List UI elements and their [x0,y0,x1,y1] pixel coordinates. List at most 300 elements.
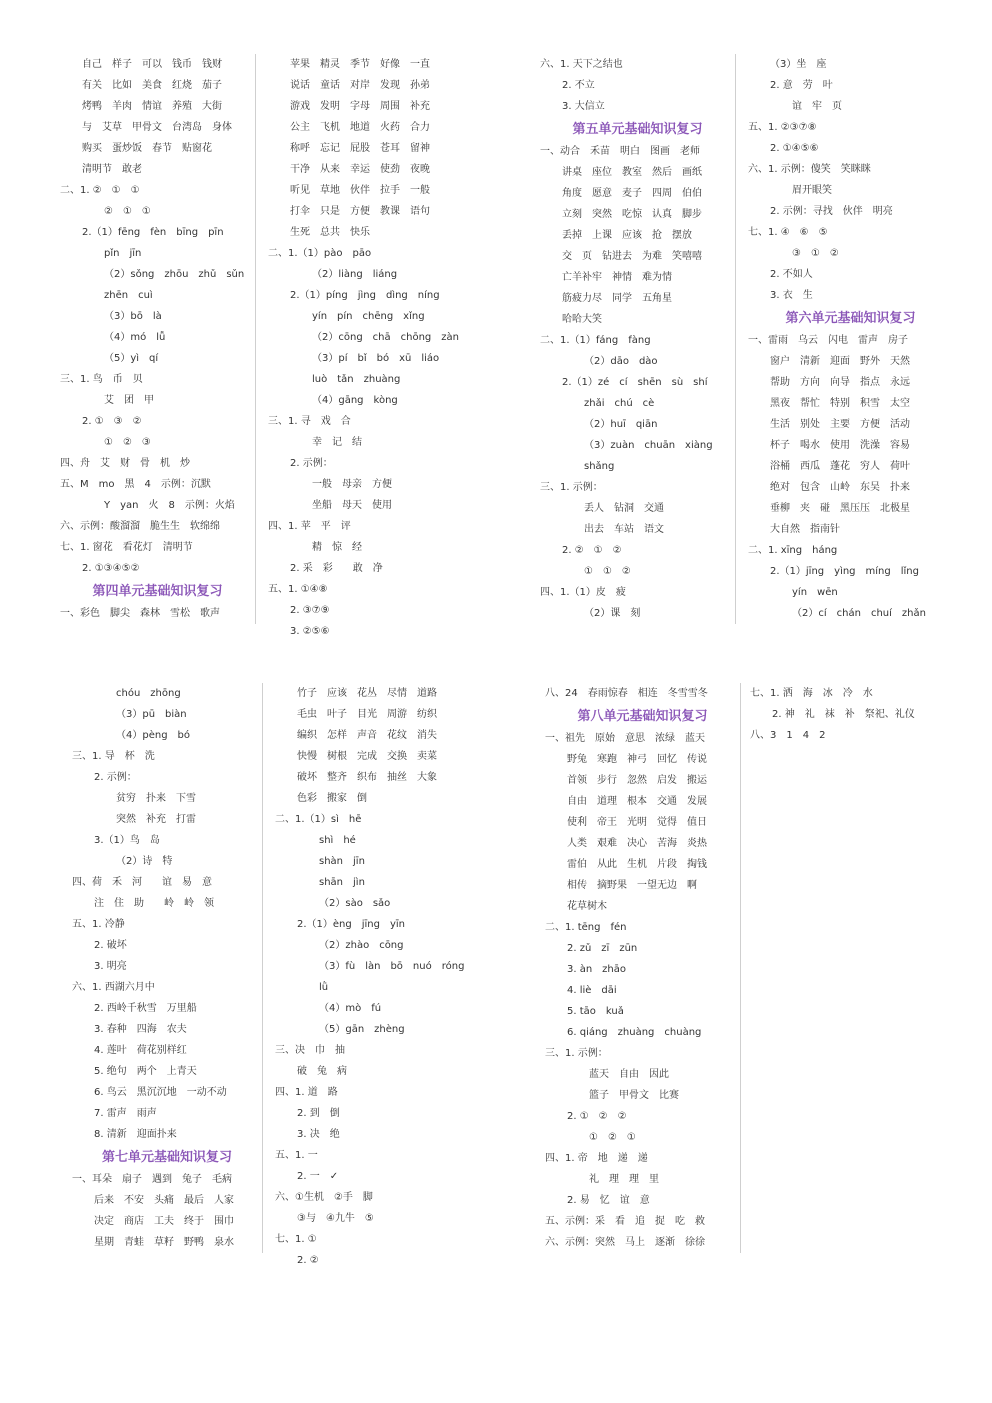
bottom-left-panel-column-2 [275,683,475,1271]
answer-text: 篮子 甲骨文 比赛 [589,1090,679,1101]
section-heading-text: 第四单元基础知识复习 [92,583,223,599]
answer-text: 3. 衣 生 [770,290,813,301]
answer-line [60,603,255,624]
answer-line [268,117,468,138]
answer-text: 色彩 搬家 倒 [297,793,367,804]
answer-line [60,516,255,537]
answer-line [72,893,262,914]
answer-line [275,1145,475,1166]
answer-text: chóu zhōng [116,688,181,699]
answer-text: zhǎi chú cè [584,398,655,409]
answer-text: 2. ② ① ② [562,545,622,556]
answer-line [268,285,468,306]
answer-line [748,477,953,498]
answer-line [545,812,740,833]
answer-text: yín wēn [792,587,838,598]
answer-line [275,1082,475,1103]
answer-line [540,267,735,288]
answer-line [60,411,255,432]
answer-text: 六、1. 天下之结也 [540,59,623,70]
answer-line [540,288,735,309]
answer-text: luò tǎn zhuàng [312,374,401,385]
answer-line [60,369,255,390]
answer-text: 花草树木 [567,901,607,912]
answer-text: 5. 绝句 两个 上青天 [94,1066,197,1077]
answer-text: 一、耳朵 扇子 遇到 兔子 毛病 [72,1174,232,1185]
answer-text: 人类 艰难 决心 苦海 炎热 [567,838,707,849]
answer-text: 筋疲力尽 同学 五角星 [562,293,672,304]
section-heading [60,579,255,603]
answer-line [268,369,468,390]
answer-text: 五、M mo 黑 4 示例：沉默 [60,479,211,490]
answer-line [275,1250,475,1271]
answer-line [72,704,262,725]
answer-text: 二、1. ② ① ① [60,185,140,196]
answer-text: 六、1. 西湖六月中 [72,982,155,993]
answer-text: 五、1. 冷静 [72,919,125,930]
answer-line [540,330,735,351]
answer-text: ① ② ③ [104,437,151,448]
answer-text: 2.（1）èng jīng yīn [297,919,406,930]
section-heading [545,704,740,728]
answer-text: 2.（1）zé cí shēn sù shí [562,377,708,388]
answer-line [268,201,468,222]
answer-line [545,728,740,749]
answer-text: 2. 西岭千秋雪 万里船 [94,1003,197,1014]
answer-line [72,1190,262,1211]
answer-line [748,180,953,201]
answer-line [545,959,740,980]
answer-text: 3. àn zhāo [567,964,627,975]
answer-text: 二、1. xīng háng [748,545,838,556]
answer-line [268,453,468,474]
answer-line [268,495,468,516]
answer-text: 3. 决 绝 [297,1129,340,1140]
answer-line [545,1022,740,1043]
answer-text: 一般 母亲 方便 [312,479,392,490]
answer-text: 四、舟 艾 财 骨 机 炒 [60,458,190,469]
answer-text: 4. 莲叶 荷花别样红 [94,1045,187,1056]
bottom-left-panel-column-1 [72,683,263,1253]
answer-line [275,767,475,788]
answer-text: 一、彩色 脚尖 森林 雪松 歌声 [60,608,220,619]
answer-text: 五、示例：采 看 追 捉 吃 救 [545,1216,705,1227]
answer-text: 竹子 应该 花丛 尽情 道路 [297,688,437,699]
answer-text: 快慢 树根 完成 交换 卖菜 [297,751,437,762]
answer-text: 使利 帝王 光明 觉得 值日 [567,817,707,828]
answer-line [72,767,262,788]
answer-text: 破坏 整齐 织布 抽丝 大象 [297,772,437,783]
answer-line [60,159,255,180]
answer-line [540,519,735,540]
answer-line [540,75,735,96]
answer-line [748,222,953,243]
answer-line [72,725,262,746]
answer-text: （3）pū biàn [116,709,187,720]
answer-text: 2. ①④⑤⑥ [770,143,819,154]
answer-line [268,474,468,495]
answer-text: （2）sǒng zhōu zhǔ sǔn [104,269,245,280]
answer-text: 五、1. 一 [275,1150,318,1161]
answer-line [545,938,740,959]
answer-line [748,243,953,264]
answer-line [275,788,475,809]
answer-text: 2. ①③④⑤② [82,563,140,574]
answer-line [60,285,255,306]
answer-text: （5）gān zhèng [319,1024,405,1035]
answer-line [60,75,255,96]
answer-text: 一、雷雨 乌云 闪电 雷声 房子 [748,335,908,346]
answer-text: 2. 采 彩 敢 净 [290,563,383,574]
answer-line [72,1232,262,1253]
answer-text: 五、1. ②③⑦⑧ [748,122,817,133]
answer-text: （2）诗 特 [116,856,173,867]
answer-text: 6. qiáng zhuàng chuàng [567,1027,702,1038]
answer-text: 2. 不如人 [770,269,813,280]
answer-line [268,600,468,621]
answer-text: yín pín chēng xǐng [312,311,425,322]
answer-line [545,854,740,875]
answer-line [268,579,468,600]
answer-line [72,1019,262,1040]
answer-text: 说话 童话 对岸 发现 孙弟 [290,80,430,91]
answer-text: 5. tāo kuǎ [567,1006,624,1017]
answer-line [268,243,468,264]
answer-line [275,1124,475,1145]
answer-line [540,435,735,456]
answer-text: 决定 商店 工夫 终于 围巾 [94,1216,234,1227]
answer-line [60,390,255,411]
answer-text: 六、示例：酸溜溜 脆生生 软绵绵 [60,521,220,532]
answer-line [72,1124,262,1145]
answer-line [545,683,740,704]
answer-text: （4）mó lǚ [104,332,166,343]
answer-line [540,96,735,117]
answer-text: 七、1. ① [275,1234,317,1245]
answer-line [275,830,475,851]
answer-line [748,540,953,561]
answer-line [748,54,953,75]
answer-text: 杯子 喝水 使用 洗澡 容易 [770,440,910,451]
answer-text: 八、3 1 4 2 [750,730,826,741]
answer-text: （2）liàng liáng [312,269,398,280]
answer-text: 出去 车站 语文 [584,524,664,535]
answer-line [545,1085,740,1106]
answer-text: 三、决 巾 抽 [275,1045,345,1056]
answer-line [748,330,953,351]
answer-text: 编织 怎样 声音 花纹 消失 [297,730,437,741]
answer-line [60,96,255,117]
answer-line [60,264,255,285]
answer-text: 2. ① ② ② [567,1111,627,1122]
answer-text: 眉开眼笑 [792,185,832,196]
answer-text: 烤鸭 羊肉 情谊 养殖 大街 [82,101,222,112]
answer-line [748,159,953,180]
answer-text: 四、荷 禾 河 谊 易 意 [72,877,212,888]
answer-text: 八、24 春雨惊春 相连 冬雪雪冬 [545,688,708,699]
answer-text: 注 住 助 岭 岭 领 [94,898,214,909]
answer-text: 干净 从来 幸运 使劲 夜晚 [290,164,430,175]
answer-line [748,351,953,372]
answer-text: 雷伯 从此 生机 片段 掏钱 [567,859,707,870]
answer-line [748,117,953,138]
answer-text: 后来 不安 头痛 最后 人家 [94,1195,234,1206]
answer-line [748,414,953,435]
answer-line [60,474,255,495]
answer-line [60,537,255,558]
answer-line [72,746,262,767]
answer-line [545,1001,740,1022]
answer-line [268,264,468,285]
answer-text: 2. 不立 [562,80,595,91]
answer-text: （3）bō là [104,311,162,322]
answer-line [72,935,262,956]
answer-line [545,770,740,791]
answer-text: 突然 补充 打雷 [116,814,196,825]
answer-text: ① ② ① [589,1132,636,1143]
answer-text: 3.（1）鸟 岛 [94,835,160,846]
answer-text: 公主 飞机 地道 火药 合力 [290,122,430,133]
answer-text: （3）pí bǐ bó xū liáo [312,353,440,364]
answer-line [275,1208,475,1229]
answer-line [275,809,475,830]
answer-text: 2.（1）jīng yìng míng lǐng [770,566,919,577]
answer-line [60,348,255,369]
answer-text: （2）dāo dào [584,356,658,367]
answer-text: 2.（1）píng jìng dìng níng [290,290,440,301]
answer-line [545,1190,740,1211]
section-heading-text: 第六单元基础知识复习 [785,310,916,326]
answer-text: （2）课 刻 [584,608,641,619]
answer-text: 垂柳 夹 碰 黑压压 北极星 [770,503,910,514]
section-heading [540,117,735,141]
answer-text: 听见 草地 伙伴 拉手 一般 [290,185,430,196]
answer-line [60,243,255,264]
answer-text: 幸 记 结 [312,437,362,448]
answer-text: 角度 愿意 麦子 四周 伯伯 [562,188,702,199]
answer-text: 大自然 指南针 [770,524,840,535]
answer-text: 打伞 只是 方便 教课 语句 [290,206,430,217]
answer-text: shǎng [584,461,615,472]
answer-text: （4）mò fú [319,1003,382,1014]
answer-text: （3）zuàn chuān xiàng [584,440,713,451]
answer-text: 购买 蛋炒饭 春节 贴窗花 [82,143,212,154]
answer-line [72,1169,262,1190]
answer-text: 四、1. 帝 地 递 递 [545,1153,648,1164]
answer-line [540,540,735,561]
answer-text: 一、动合 禾苗 明白 图画 老师 [540,146,700,157]
answer-line [545,1211,740,1232]
answer-text: （5）yì qí [104,353,159,364]
answer-text: 2. ② [297,1255,319,1266]
answer-text: 三、1. 示例： [540,482,603,493]
answer-line [72,1061,262,1082]
answer-line [275,977,475,998]
answer-line [275,851,475,872]
answer-line [72,1082,262,1103]
answer-text: 2. 示例： [94,772,137,783]
answer-line [60,495,255,516]
answer-text: 三、1. 示例： [545,1048,608,1059]
answer-line [275,1061,475,1082]
answer-text: 坐船 母天 使用 [312,500,392,511]
answer-line [72,914,262,935]
answer-text: 称呼 忘记 屁股 苍耳 留神 [290,143,430,154]
answer-text: 哈哈大笑 [562,314,602,325]
answer-line [275,725,475,746]
answer-text: 2. 到 倒 [297,1108,340,1119]
section-heading [72,1145,262,1169]
answer-line [72,851,262,872]
answer-text: （2）huī qiān [584,419,658,430]
answer-line [540,477,735,498]
answer-text: 一、祖先 原始 意思 浓绿 蓝天 [545,733,705,744]
answer-line [268,306,468,327]
answer-text: 丢掉 上课 应该 抢 摆放 [562,230,692,241]
answer-text: 生死 总共 快乐 [290,227,370,238]
answer-line [60,327,255,348]
answer-text: 三、1. 导 杯 洗 [72,751,155,762]
answer-text: 三、1. 鸟 币 贝 [60,374,143,385]
answer-line [748,561,953,582]
answer-line [60,432,255,453]
answer-line [540,351,735,372]
answer-line [275,935,475,956]
answer-text: 交 页 钻进去 为难 笑嘻嘻 [562,251,702,262]
answer-text: 清明节 敢老 [82,164,142,175]
answer-text: pǐn jīn [104,248,142,259]
answer-line [545,1232,740,1253]
answer-text: 七、1. 窗花 看花灯 清明节 [60,542,193,553]
answer-line [545,791,740,812]
answer-line [72,809,262,830]
answer-line [540,393,735,414]
answer-text: 二、1. tēng fén [545,922,627,933]
answer-line [275,1019,475,1040]
answer-line [268,54,468,75]
answer-text: 8. 清新 迎面扑来 [94,1129,177,1140]
answer-line [275,872,475,893]
top-right-panel-column-1 [540,54,736,624]
answer-line [268,75,468,96]
answer-text: 立刻 突然 吃惊 认真 脚步 [562,209,702,220]
answer-line [748,372,953,393]
answer-text: （3）坐 座 [770,59,827,70]
answer-text: 2. ① ③ ② [82,416,142,427]
answer-line [275,893,475,914]
answer-text: ② ① ① [104,206,151,217]
answer-line [545,875,740,896]
answer-text: 3. ②⑤⑥ [290,626,330,637]
answer-line [268,390,468,411]
answer-line [748,456,953,477]
answer-line [540,141,735,162]
answer-line [268,537,468,558]
answer-text: 亡羊补牢 神情 难为情 [562,272,672,283]
answer-line [545,1127,740,1148]
answer-text: 帮助 方向 向导 指点 永远 [770,377,910,388]
answer-text: 2. 神 礼 袜 补 祭祀、礼仪 [772,709,915,720]
answer-line [545,749,740,770]
answer-line [748,582,953,603]
answer-text: 礼 理 理 里 [589,1174,659,1185]
answer-text: （3）fù làn bō nuó róng [319,961,465,972]
answer-line [540,498,735,519]
answer-line [72,683,262,704]
answer-text: lǜ [319,982,329,993]
answer-line [268,516,468,537]
answer-text: 6. 鸟云 黑沉沉地 一动不动 [94,1087,227,1098]
answer-text: 二、1.（1）fáng fàng [540,335,651,346]
answer-line [268,432,468,453]
answer-line [60,54,255,75]
answer-text: 2. 一 ✓ [297,1171,339,1182]
answer-text: 3. 明亮 [94,961,127,972]
answer-line [540,162,735,183]
section-heading-text: 第七单元基础知识复习 [101,1149,232,1165]
answer-text: 2. ③⑦⑨ [290,605,330,616]
answer-text: 四、1. 道 路 [275,1087,338,1098]
answer-text: 4. liè dāi [567,985,617,996]
section-heading-text: 第五单元基础知识复习 [572,121,703,137]
answer-text: 窗户 清新 迎面 野外 天然 [770,356,910,367]
section-heading [748,306,953,330]
answer-text: （4）gāng kòng [312,395,398,406]
answer-line [748,75,953,96]
answer-line [72,998,262,1019]
answer-text: ③ ① ② [792,248,839,259]
answer-text: zhēn cuì [104,290,153,301]
answer-line [268,138,468,159]
answer-text: （2）cōng chā chōng zàn [312,332,459,343]
top-right-panel-column-2 [748,54,953,624]
answer-line [545,1169,740,1190]
answer-text: 蓝天 自由 因此 [589,1069,669,1080]
answer-text: 精 惊 经 [312,542,362,553]
answer-line [275,1229,475,1250]
bottom-right-panel-column-2 [750,683,950,746]
answer-line [60,222,255,243]
answer-line [748,393,953,414]
answer-text: 讲桌 座位 教室 然后 画纸 [562,167,702,178]
answer-line [748,138,953,159]
answer-line [540,561,735,582]
answer-text: ③与 ④九牛 ⑤ [297,1213,374,1224]
answer-line [268,327,468,348]
answer-line [748,264,953,285]
answer-text: 六、1. 示例：傻笑 笑眯眯 [748,164,871,175]
section-heading-text: 第八单元基础知识复习 [577,708,708,724]
answer-line [275,704,475,725]
answer-text: 艾 团 甲 [104,395,154,406]
answer-line [72,1211,262,1232]
answer-line [540,204,735,225]
answer-text: 贫穷 扑来 下雪 [116,793,196,804]
answer-line [268,180,468,201]
answer-line [748,435,953,456]
answer-line [268,96,468,117]
answer-text: ① ① ② [584,566,631,577]
answer-line [60,201,255,222]
answer-text: 七、1. ④ ⑥ ⑤ [748,227,828,238]
answer-line [540,414,735,435]
answer-line [748,498,953,519]
answer-line [275,1166,475,1187]
answer-line [750,704,950,725]
answer-text: 四、1. 苹 平 评 [268,521,351,532]
answer-line [750,725,950,746]
answer-line [545,896,740,917]
